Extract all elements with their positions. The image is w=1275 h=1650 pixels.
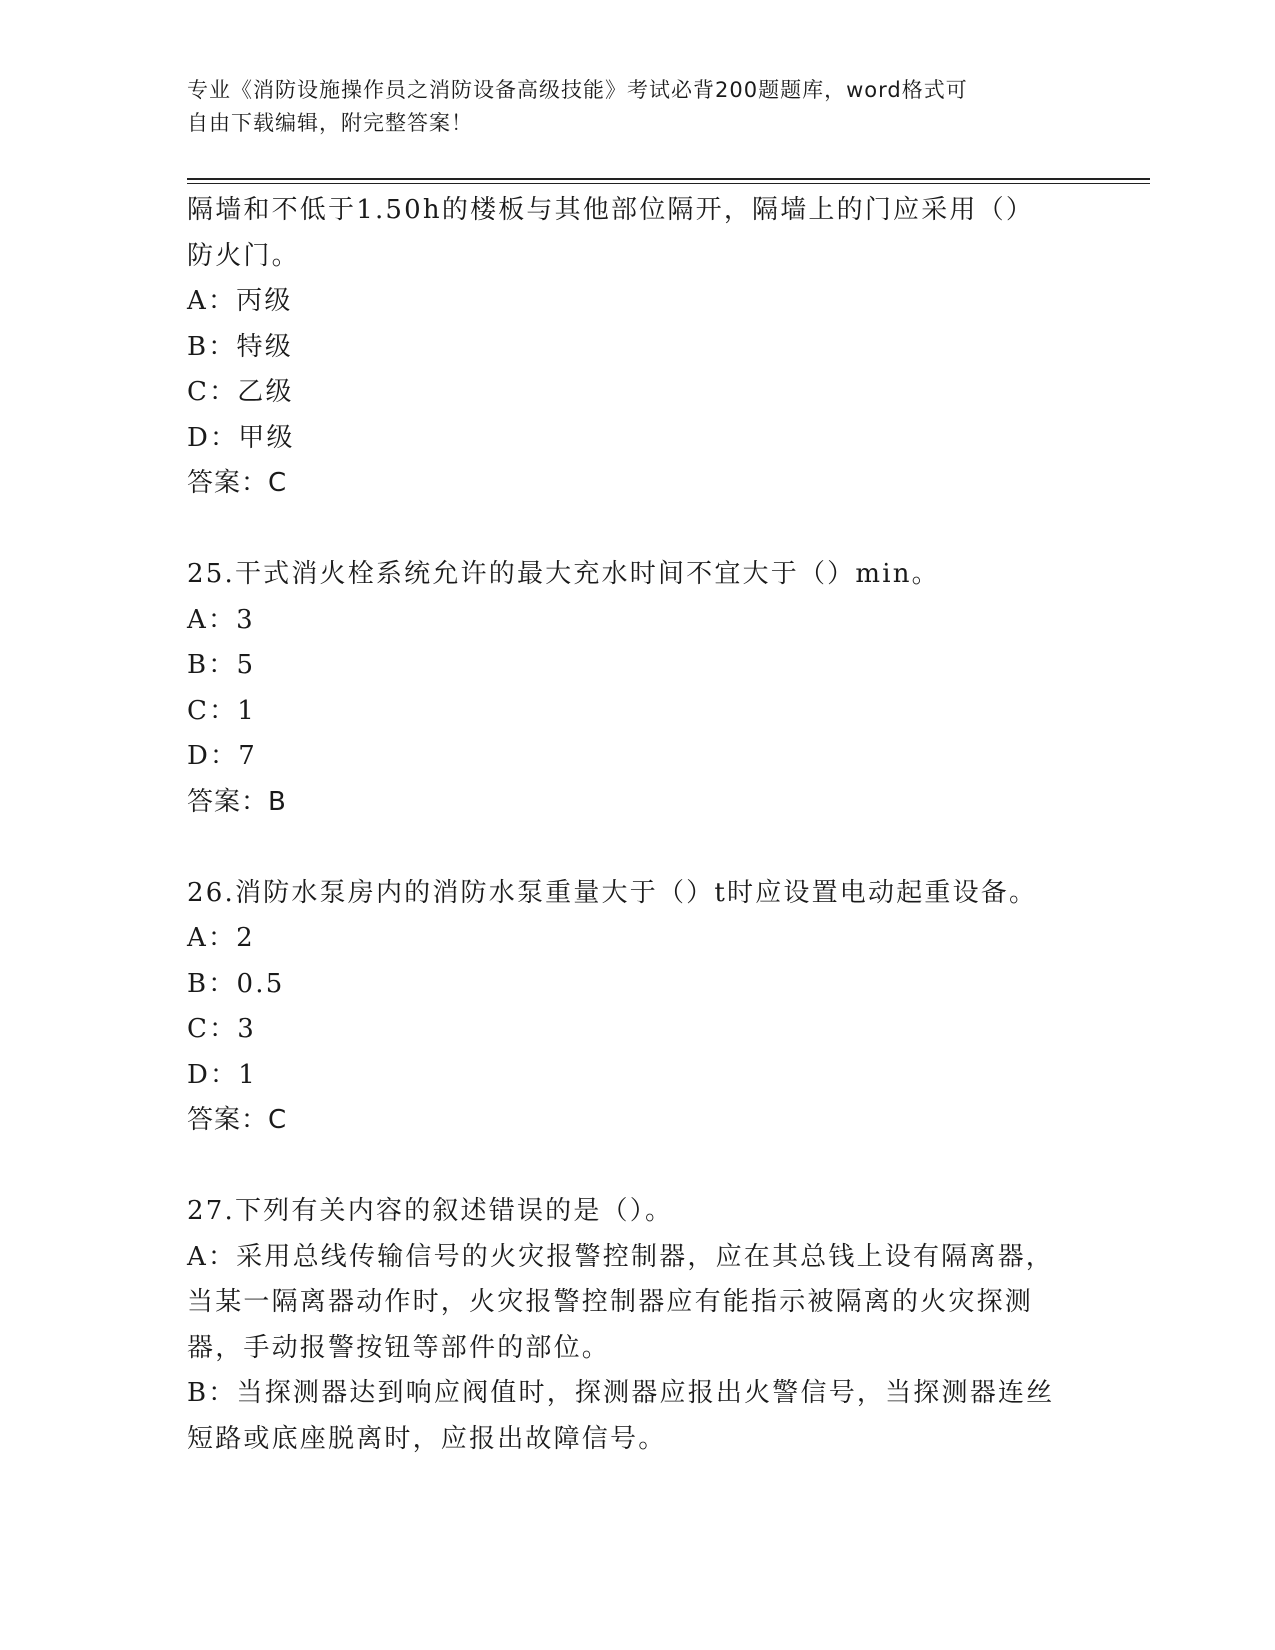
question-24 xyxy=(187,188,1087,507)
question-stem: 27.下列有关内容的叙述错误的是（）。 xyxy=(187,1196,674,1226)
option-c: C：1 xyxy=(187,695,257,726)
header-line-1: 专业《消防设施操作员之消防设备高级技能》考试必背200题题库，word格式可 xyxy=(187,78,968,102)
option-a: A：2 xyxy=(187,923,255,953)
question-spacer xyxy=(187,825,1087,871)
answer-line: 答案：C xyxy=(187,1105,288,1135)
answer-line: 答案：B xyxy=(187,786,287,817)
option-b: B：特级 xyxy=(187,331,293,362)
option-d: D：1 xyxy=(187,1059,257,1090)
option-a-line: 当某一隔离器动作时，火灾报警控制器应有能指示被隔离的火灾探测 xyxy=(187,1287,1034,1317)
option-a-line: 器，手动报警按钮等部件的部位。 xyxy=(187,1332,611,1363)
header-rule-thin xyxy=(187,183,1150,184)
question-stem-line: 防火门。 xyxy=(187,240,300,271)
question-27 xyxy=(187,1189,1087,1462)
option-c: C：乙级 xyxy=(187,377,294,407)
question-stem-line: 隔墙和不低于1.50h的楼板与其他部位隔开，隔墙上的门应采用（） xyxy=(187,195,1035,225)
option-a-line: A：采用总线传输信号的火灾报警控制器，应在其总钱上设有隔离器， xyxy=(187,1241,1054,1272)
question-26 xyxy=(187,871,1087,1144)
document-header xyxy=(187,74,1057,140)
option-a: A：3 xyxy=(187,604,255,635)
header-line-2: 自由下载编辑，附完整答案！ xyxy=(187,111,473,135)
option-b: B：0.5 xyxy=(187,968,285,999)
question-spacer xyxy=(187,507,1087,553)
option-d: D：甲级 xyxy=(187,422,295,453)
option-b-line: 短路或底座脱离时，应报出故障信号。 xyxy=(187,1423,667,1454)
option-b-line: B：当探测器达到响应阀值时，探测器应报出火警信号，当探测器连丝 xyxy=(187,1378,1055,1408)
option-a: A：丙级 xyxy=(187,286,293,316)
option-d: D：7 xyxy=(187,741,257,771)
question-stem: 26.消防水泵房内的消防水泵重量大于（）t时应设置电动起重设备。 xyxy=(187,877,1038,908)
option-c: C：3 xyxy=(187,1014,257,1044)
question-spacer xyxy=(187,1144,1087,1190)
header-rule-thick xyxy=(187,178,1150,180)
question-25 xyxy=(187,552,1087,825)
question-list xyxy=(187,188,1087,1462)
option-b: B：5 xyxy=(187,650,256,680)
answer-line: 答案：C xyxy=(187,468,288,498)
question-stem: 25.干式消火栓系统允许的最大充水时间不宜大于（）min。 xyxy=(187,559,940,589)
